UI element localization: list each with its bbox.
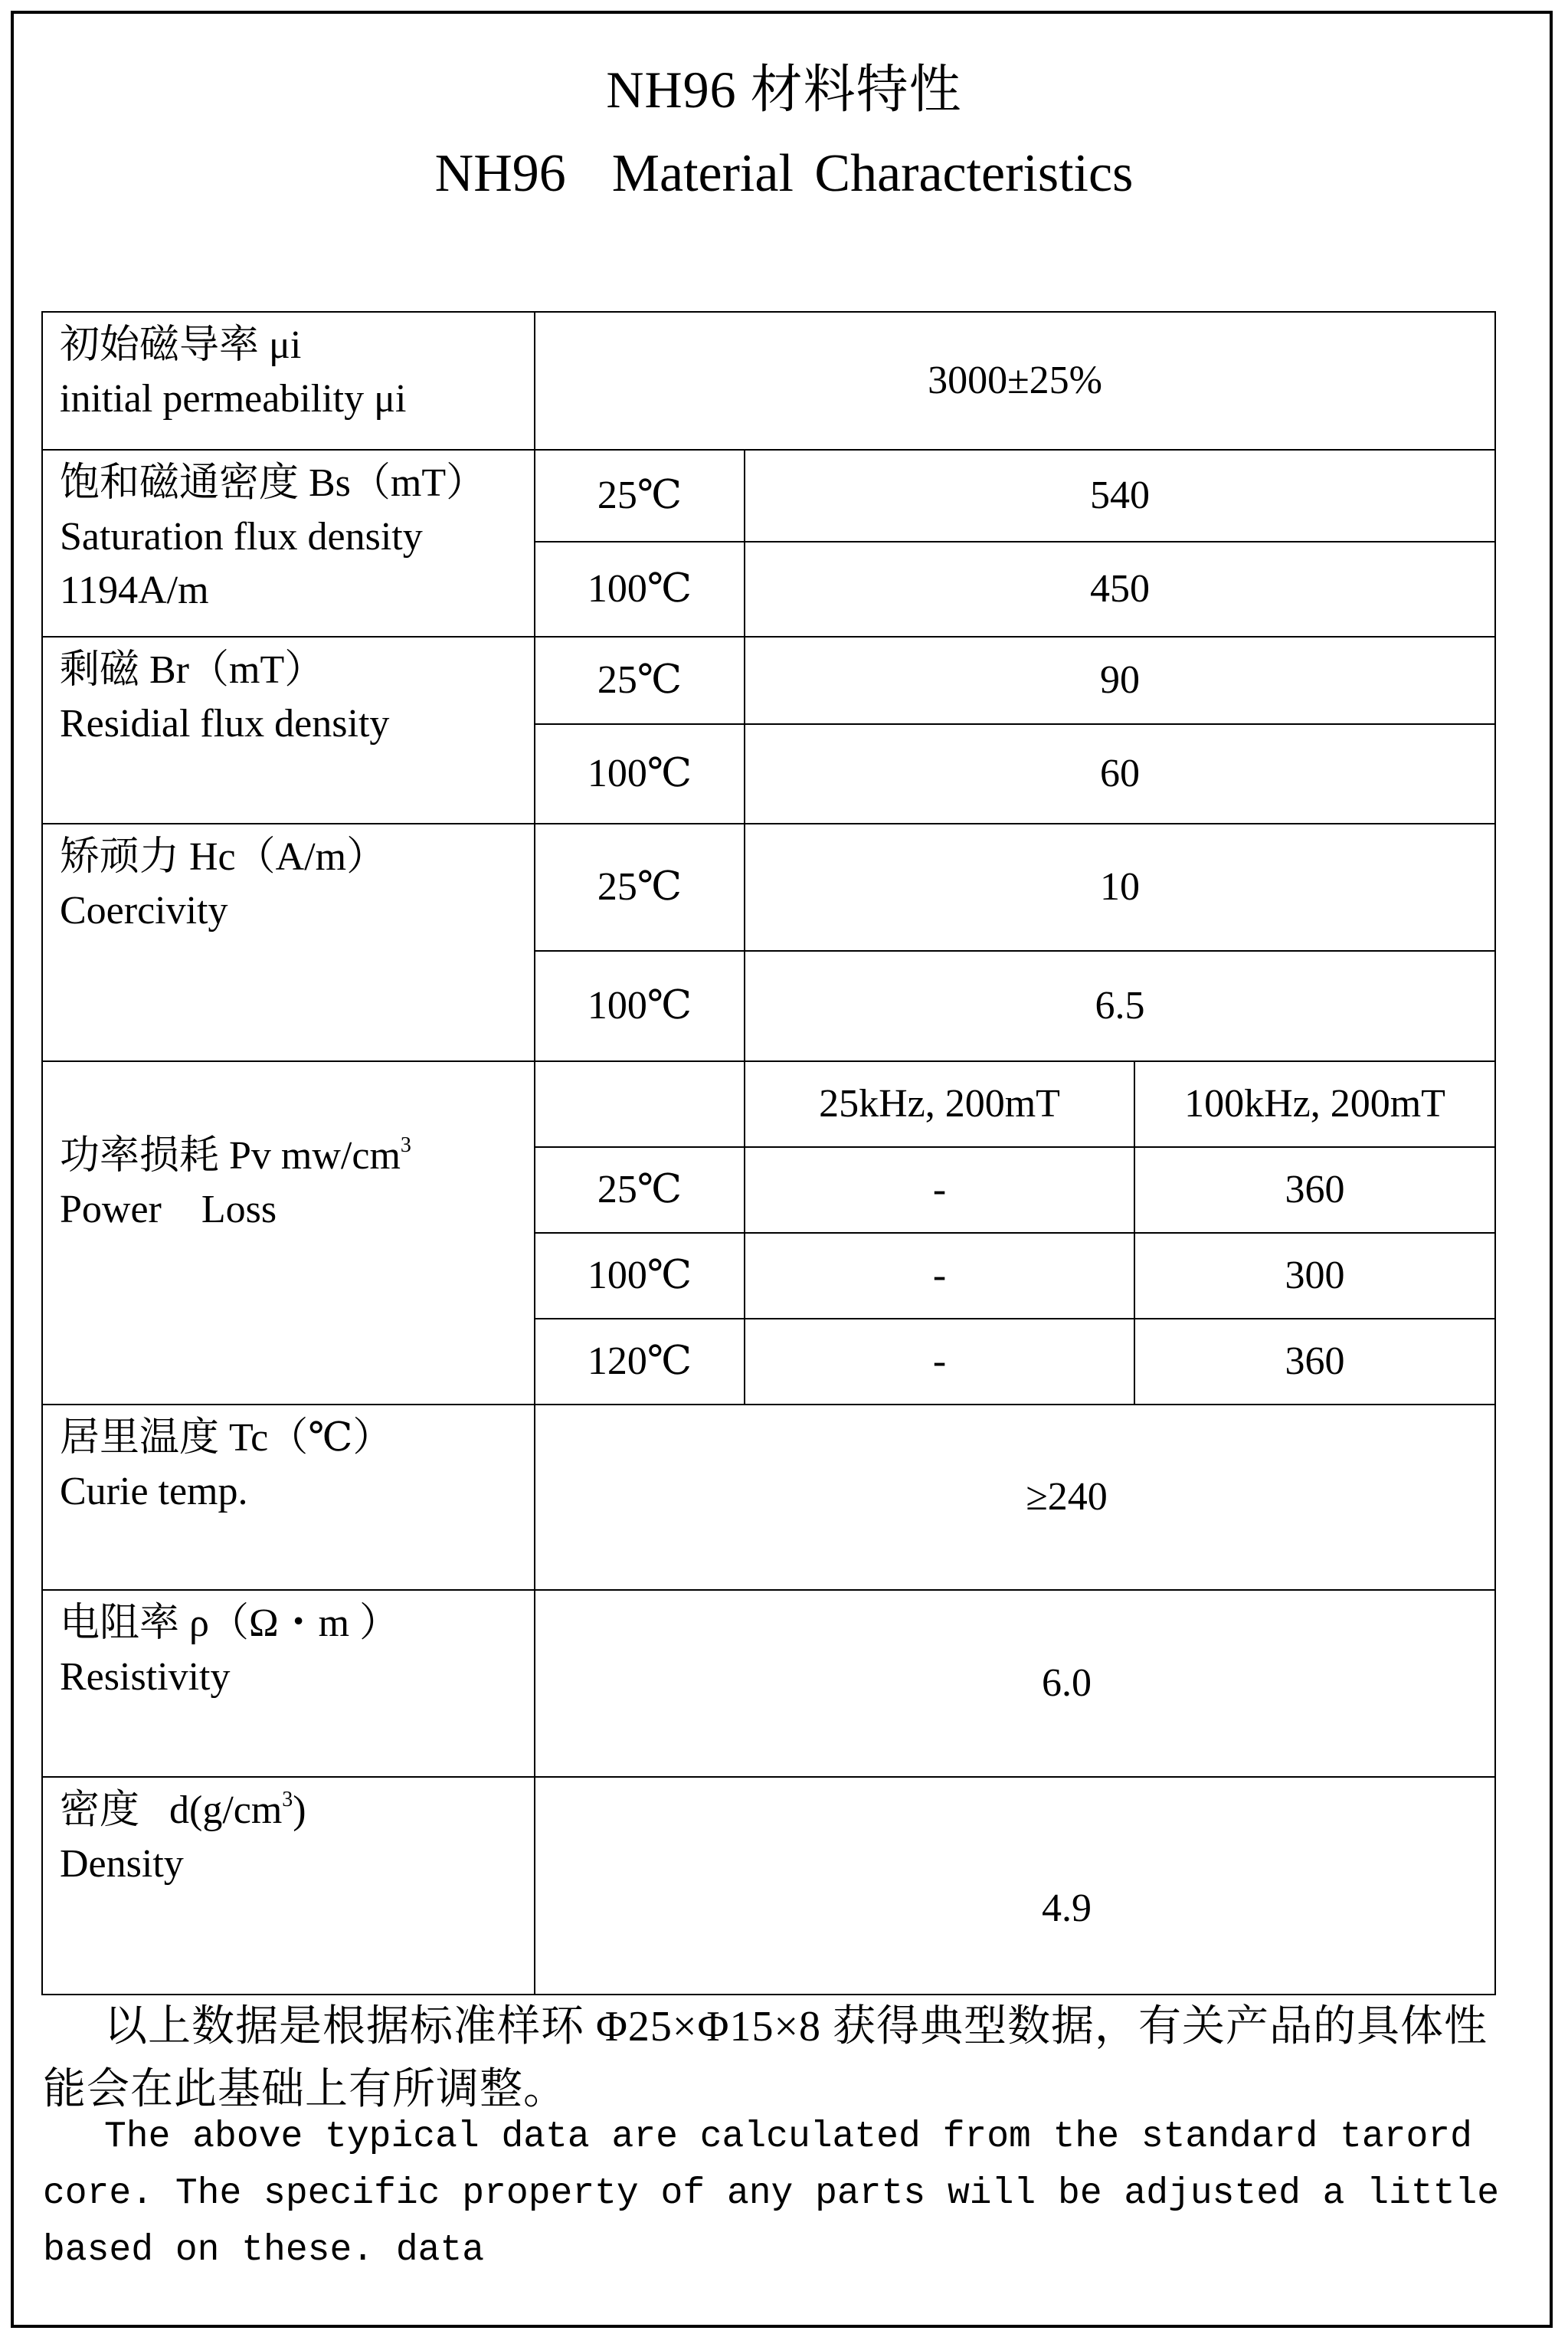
saturation-value-100: 450 — [745, 542, 1495, 637]
coercivity-value-25: 10 — [745, 824, 1495, 951]
power-loss-col-100khz: 100kHz, 200mT — [1134, 1061, 1495, 1147]
note-chinese: 以上数据是根据标准样环 Φ25×Φ15×8 获得典型数据，有关产品的具体性能会在此基础上有所调整。 — [43, 2003, 1488, 2113]
saturation-label — [42, 450, 535, 637]
saturation-value-25: 540 — [745, 450, 1495, 542]
curie-label-cn: 居里温度 Tc（℃） — [60, 1416, 393, 1460]
curie-row — [42, 1405, 1495, 1590]
remanence-value-100: 60 — [745, 724, 1495, 824]
coercivity-temp-100: 100℃ — [535, 951, 745, 1061]
power-loss-value-25khz: - — [745, 1147, 1134, 1233]
resistivity-row — [42, 1590, 1495, 1777]
saturation-label-cn: 饱和磁通密度 Bs（mT） — [60, 461, 486, 505]
title-material-text: Material Characteristics — [611, 144, 1134, 203]
resistivity-value: 6.0 — [535, 1590, 1495, 1777]
page-title-cn: NH96 材料特性 — [606, 61, 962, 119]
density-label — [42, 1777, 535, 1995]
saturation-temp-25: 25℃ — [535, 450, 745, 542]
coercivity-row-25 — [42, 824, 1495, 951]
permeability-row — [42, 312, 1495, 450]
power-loss-temp: 25℃ — [535, 1147, 745, 1233]
power-loss-label-en: Power Loss — [60, 1188, 277, 1231]
permeability-label — [42, 312, 535, 450]
resistivity-label-cn: 电阻率 ρ（Ω・m ） — [60, 1601, 400, 1645]
power-loss-temp: 120℃ — [535, 1319, 745, 1405]
remanence-value-25: 90 — [745, 637, 1495, 724]
page-title-en — [0, 139, 1568, 208]
remanence-label — [42, 637, 535, 824]
coercivity-temp-25: 25℃ — [535, 824, 745, 951]
density-label-en: Density — [60, 1842, 184, 1886]
density-row — [42, 1777, 1495, 1995]
remanence-label-en: Residial flux density — [60, 702, 390, 746]
power-loss-header-row — [42, 1061, 1495, 1147]
saturation-temp-100: 100℃ — [535, 542, 745, 637]
curie-value: ≥240 — [535, 1405, 1495, 1590]
saturation-label-en: Saturation flux density — [60, 515, 423, 559]
power-loss-header-blank — [535, 1061, 745, 1147]
power-loss-label — [42, 1061, 535, 1405]
power-loss-value-25khz: - — [745, 1233, 1134, 1319]
power-loss-temp: 100℃ — [535, 1233, 745, 1319]
coercivity-label-cn: 矫顽力 Hc（A/m） — [60, 835, 387, 879]
saturation-label-field: 1194A/m — [60, 569, 209, 612]
remanence-label-cn: 剩磁 Br（mT） — [60, 648, 325, 692]
density-label-cn: 密度 $d(g/cm^3)$ — [60, 1788, 306, 1832]
remanence-temp-25: 25℃ — [535, 637, 745, 724]
title-material-code: NH96 — [434, 144, 566, 203]
permeability-value: 3000±25% — [535, 312, 1495, 450]
permeability-label-en: initial permeability μi — [60, 377, 407, 421]
coercivity-label-en: Coercivity — [60, 889, 228, 933]
power-loss-label-cn: 功率损耗 Pv $mw/cm^3$ — [60, 1133, 411, 1178]
curie-label — [42, 1405, 535, 1590]
coercivity-value-100: 6.5 — [745, 951, 1495, 1061]
power-loss-value-100khz: 360 — [1134, 1319, 1495, 1405]
resistivity-label-en: Resistivity — [60, 1655, 231, 1699]
material-properties-table — [41, 311, 1496, 1995]
note-english: The above typical data are calculated from the standard tarord core. The specific property of any parts will be adjusted a little based on these. data — [43, 2116, 1500, 2271]
saturation-row-25 — [42, 450, 1495, 542]
density-value: 4.9 — [535, 1777, 1495, 1995]
power-loss-value-100khz: 360 — [1134, 1147, 1495, 1233]
power-loss-value-100khz: 300 — [1134, 1233, 1495, 1319]
permeability-label-cn: 初始磁导率 μi — [60, 323, 302, 367]
power-loss-value-25khz: - — [745, 1319, 1134, 1405]
coercivity-label — [42, 824, 535, 1061]
power-loss-col-25khz: 25kHz, 200mT — [745, 1061, 1134, 1147]
remanence-row-25 — [42, 637, 1495, 724]
curie-label-en: Curie temp. — [60, 1470, 248, 1513]
remanence-temp-100: 100℃ — [535, 724, 745, 824]
resistivity-label — [42, 1590, 535, 1777]
